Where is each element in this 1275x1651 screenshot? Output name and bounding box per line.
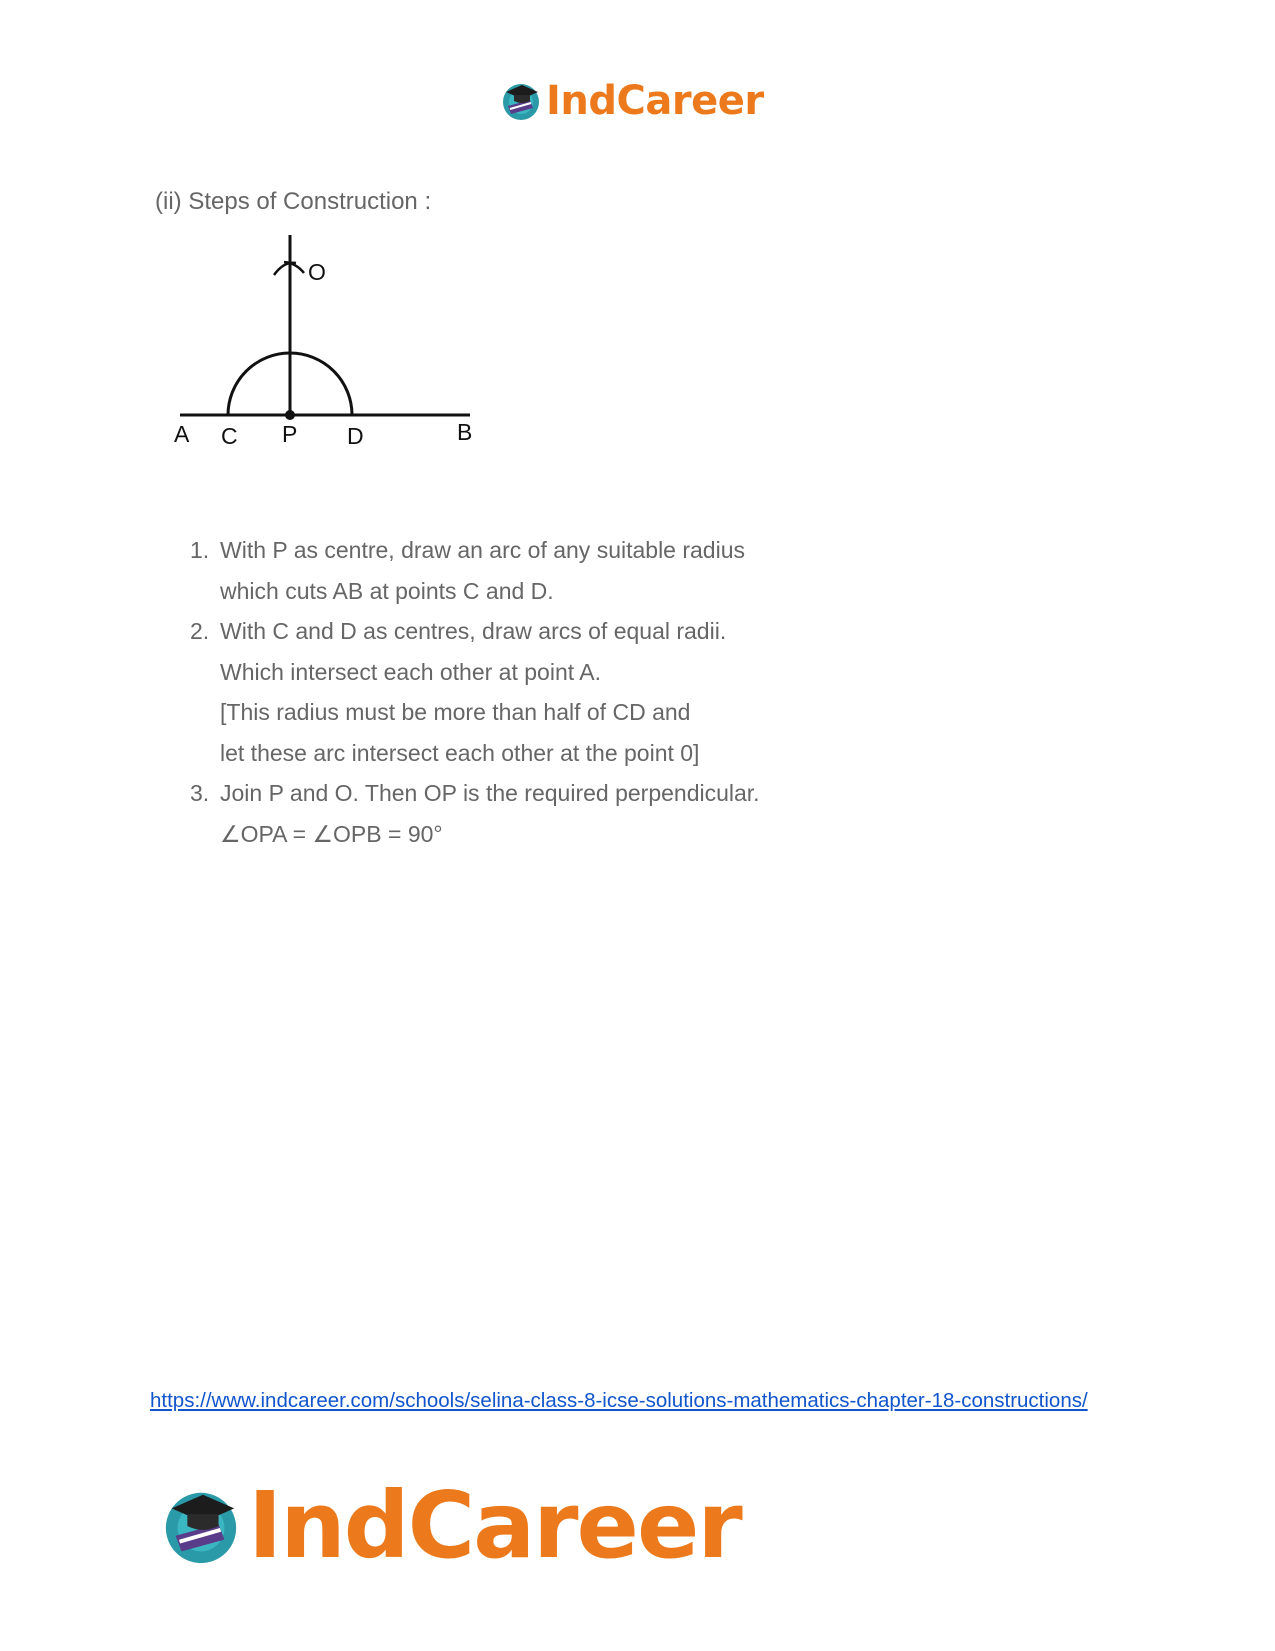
graduation-cap-globe-icon xyxy=(500,80,542,122)
source-link[interactable]: https://www.indcareer.com/schools/selina-class-8-icse-solutions-mathematics-chapter-18-constructions/ xyxy=(150,1389,1088,1412)
step-line: let these arc intersect each other at the point 0] xyxy=(220,739,700,766)
step-number: 2. xyxy=(190,618,210,644)
label-o: O xyxy=(308,259,326,285)
list-item xyxy=(190,611,760,773)
construction-diagram xyxy=(170,235,490,460)
step-line: [This radius must be more than half of CD and xyxy=(220,699,691,725)
step-number: 3. xyxy=(190,780,210,806)
arc-mark-right xyxy=(284,262,304,273)
steps-list xyxy=(190,530,760,854)
step-line: With C and D as centres, draw arcs of equal radii. xyxy=(220,618,727,644)
logo-text: IndCareer xyxy=(546,78,764,124)
logo-text: IndCareer xyxy=(248,1472,741,1579)
label-p: P xyxy=(282,421,298,447)
list-item xyxy=(190,773,760,854)
list-item xyxy=(190,530,760,611)
step-line: Which intersect each other at point A. xyxy=(220,658,601,685)
step-line: which cuts AB at points C and D. xyxy=(220,577,554,604)
step-number: 1. xyxy=(190,537,210,563)
step-line: Join P and O. Then OP is the required perpendicular. xyxy=(220,780,760,806)
point-p xyxy=(285,410,295,420)
step-line: ∠OPA = ∠OPB = 90° xyxy=(220,820,443,847)
section-heading: (ii) Steps of Construction : xyxy=(155,188,432,215)
label-a: A xyxy=(174,421,190,447)
step-line: With P as centre, draw an arc of any suitable radius xyxy=(220,537,746,563)
graduation-cap-globe-icon xyxy=(160,1485,242,1567)
header-logo xyxy=(500,78,764,124)
label-c: C xyxy=(221,423,238,449)
label-b: B xyxy=(457,419,473,445)
footer-logo xyxy=(160,1472,741,1579)
label-d: D xyxy=(347,423,364,449)
